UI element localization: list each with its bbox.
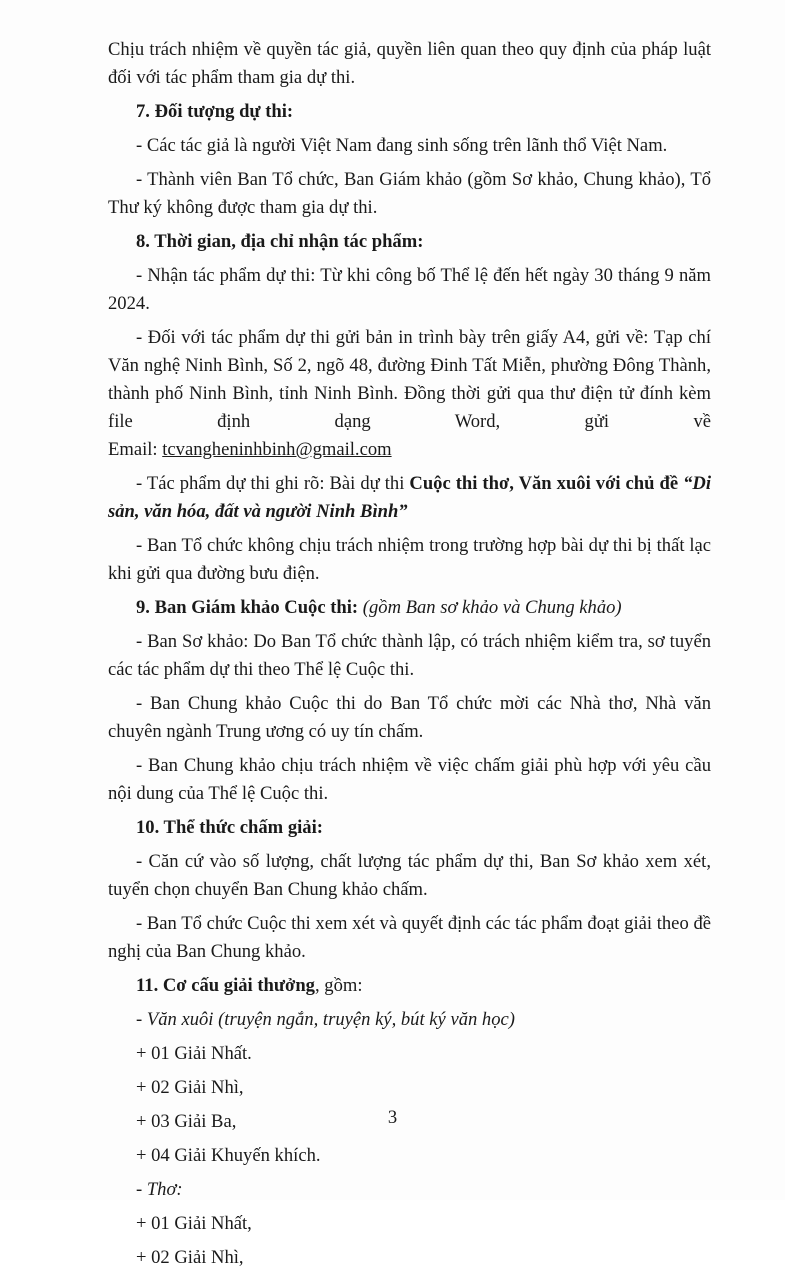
paragraph-responsibility: Chịu trách nhiệm về quyền tác giả, quyền liên quan theo quy định của pháp luật đối với tác phẩm tham gia dự thi. (108, 39, 711, 88)
paragraph-10a: - Căn cứ vào số lượng, chất lượng tác phẩm dự thi, Ban Sơ khảo xem xét, tuyển chọn chuyển Ban Chung khảo chấm. (108, 851, 711, 900)
paragraph-8c-pre: - Tác phẩm dự thi ghi rõ: Bài dự thi (136, 473, 410, 494)
heading-9-text: 9. Ban Giám khảo Cuộc thi: (136, 597, 359, 618)
contest-name: Cuộc thi thơ, Văn xuôi với chủ đề (409, 473, 684, 494)
heading-7 (108, 98, 711, 126)
paragraph-7a: - Các tác giả là người Việt Nam đang sinh sống trên lãnh thổ Việt Nam. (136, 135, 668, 156)
email-link[interactable]: tcvangheninhbinh@gmail.com (162, 439, 392, 460)
paragraph-7b: - Thành viên Ban Tổ chức, Ban Giám khảo (gồm Sơ khảo, Chung khảo), Tổ Thư ký không được tham gia dự thi. (108, 169, 711, 218)
paragraph-10b: - Ban Tổ chức Cuộc thi xem xét và quyết định các tác phẩm đoạt giải theo đề nghị của Ban Chung khảo. (108, 913, 711, 962)
heading-9-note: (gồm Ban sơ khảo và Chung khảo) (358, 597, 622, 618)
document-body (108, 36, 711, 1278)
email-line (108, 436, 711, 464)
heading-11-text: 11. Cơ cấu giải thưởng (136, 975, 315, 996)
email-label: Email: (108, 439, 163, 460)
category-prose (108, 1006, 711, 1034)
paragraph-8c (108, 470, 711, 526)
prize-item: + 02 Giải Nhì, (136, 1247, 244, 1268)
prize-item: + 03 Giải Ba, (136, 1111, 237, 1132)
contest-theme: “Di sản, văn hóa, đất và người Ninh Bình” (108, 473, 711, 522)
page-number: 3 (387, 1107, 398, 1128)
category-prose-text: - Văn xuôi (truyện ngắn, truyện ký, bút ký văn học) (136, 1009, 515, 1030)
paragraph-8a: - Nhận tác phẩm dự thi: Từ khi công bố Thể lệ đến hết ngày 30 tháng 9 năm 2024. (108, 265, 711, 314)
category-poetry-text: - Thơ: (136, 1179, 183, 1200)
heading-7-text: 7. Đối tượng dự thi: (136, 101, 294, 122)
paragraph-8b: - Đối với tác phẩm dự thi gửi bản in trình bày trên giấy A4, gửi về: Tạp chí Văn nghệ Ninh Bình, Số 2, ngõ 48, đường Đinh Tất Miễn, phường Đông Thành, thành phố Ninh Bình, tỉnh Ninh Bình. Đồng thời gửi qua thư điện tử đính kèm file định dạng Word, gửi về (108, 327, 711, 432)
heading-8 (108, 228, 711, 256)
paragraph-8d: - Ban Tổ chức không chịu trách nhiệm trong trường hợp bài dự thi bị thất lạc khi gửi qua đường bưu điện. (108, 535, 711, 584)
heading-9 (108, 594, 711, 622)
paragraph-9b: - Ban Chung khảo Cuộc thi do Ban Tổ chức mời các Nhà thơ, Nhà văn chuyên ngành Trung ương có uy tín chấm. (108, 693, 711, 742)
prize-item: + 04 Giải Khuyến khích. (136, 1145, 321, 1166)
heading-10-text: 10. Thể thức chấm giải: (136, 817, 323, 838)
heading-8-text: 8. Thời gian, địa chỉ nhận tác phẩm: (136, 231, 424, 252)
heading-11-rest: , gồm: (314, 975, 363, 996)
prize-item: + 01 Giải Nhất, (136, 1213, 252, 1234)
prize-item: + 01 Giải Nhất. (136, 1043, 252, 1064)
heading-10 (108, 814, 711, 842)
heading-11 (108, 972, 711, 1000)
paragraph-9c: - Ban Chung khảo chịu trách nhiệm về việc chấm giải phù hợp với yêu cầu nội dung của Thể lệ Cuộc thi. (108, 755, 711, 804)
prize-item: + 02 Giải Nhì, (136, 1077, 244, 1098)
paragraph-9a: - Ban Sơ khảo: Do Ban Tổ chức thành lập, có trách nhiệm kiểm tra, sơ tuyển các tác phẩm dự thi theo Thể lệ Cuộc thi. (108, 631, 711, 680)
